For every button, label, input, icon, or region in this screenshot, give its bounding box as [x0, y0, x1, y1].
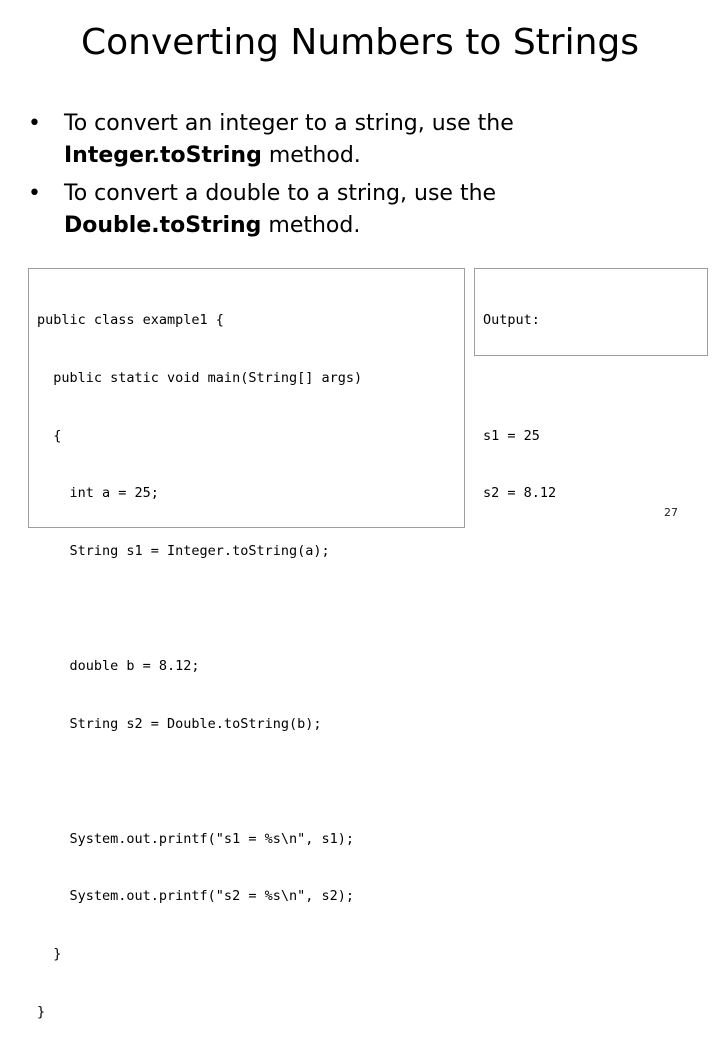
output-line — [483, 369, 707, 388]
code-line — [37, 599, 464, 618]
code-line: } — [37, 1003, 46, 1020]
slide-title: Converting Numbers to Strings — [80, 22, 640, 63]
bullet-dot: • — [28, 181, 41, 206]
bullet-list — [28, 108, 688, 248]
output-block — [474, 268, 708, 502]
code-line: double b = 8.12; — [37, 657, 200, 674]
code-line: } — [37, 945, 62, 962]
code-line: String s2 = Double.toString(b); — [37, 715, 322, 732]
code-block — [28, 268, 465, 1020]
page-number: 27 — [664, 506, 678, 519]
bullet-text-before: To convert a double to a string, use the — [64, 181, 497, 206]
bullet-dot: • — [28, 111, 41, 136]
method-name: Integer.toString — [64, 143, 262, 168]
bullet-text — [64, 178, 688, 242]
code-line: public class example1 { — [37, 312, 224, 329]
code-line: String s1 = Integer.toString(a); — [37, 542, 330, 559]
bullet-text-after: method. — [261, 143, 361, 168]
bullet-text-after: method. — [261, 213, 361, 238]
bullet-item — [28, 108, 688, 172]
bullet-item — [28, 178, 688, 242]
code-line — [37, 772, 464, 791]
output-line: Output: — [483, 312, 540, 329]
bullet-text-before: To convert an integer to a string, use the — [64, 111, 514, 136]
output-line: s1 = 25 — [483, 427, 540, 444]
code-line: System.out.printf("s1 = %s\n", s1); — [37, 830, 354, 847]
code-line: System.out.printf("s2 = %s\n", s2); — [37, 888, 354, 905]
method-name: Double.toString — [64, 213, 262, 238]
code-line: int a = 25; — [37, 485, 159, 502]
bullet-text — [64, 108, 688, 172]
output-line: s2 = 8.12 — [483, 485, 557, 502]
code-line: { — [37, 427, 62, 444]
code-line: public static void main(String[] args) — [37, 370, 363, 386]
